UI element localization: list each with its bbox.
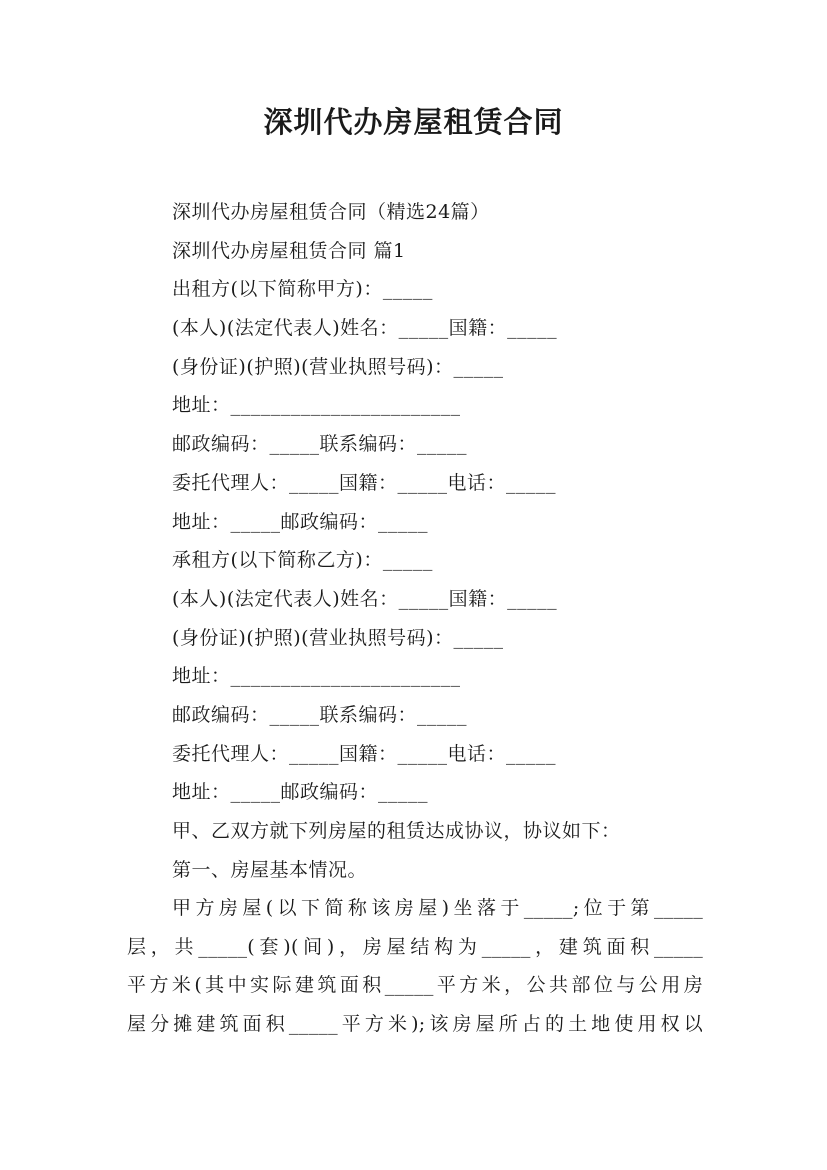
doc-line: 深圳代办房屋租赁合同 篇1: [172, 239, 406, 262]
doc-line: 邮政编码：_____联系编码：_____: [172, 433, 468, 456]
doc-line: (身份证)(护照)(营业执照号码)：_____: [172, 355, 504, 378]
doc-line: (本人)(法定代表人)姓名：_____国籍：_____: [172, 587, 558, 610]
doc-line: 邮政编码：_____联系编码：_____: [172, 703, 468, 726]
property-paragraph: [127, 889, 703, 1044]
doc-line: 委托代理人：_____国籍：_____电话：_____: [172, 471, 557, 494]
doc-line: 委托代理人：_____国籍：_____电话：_____: [172, 742, 557, 765]
doc-line: (身份证)(护照)(营业执照号码)：_____: [172, 626, 504, 649]
doc-line: 甲、乙双方就下列房屋的租赁达成协议，协议如下：: [172, 820, 621, 842]
doc-line: 出租方(以下简称甲方)：_____: [172, 278, 433, 301]
paragraph-line: 层，共_____(套)(间)，房屋结构为_____，建筑面积_____: [127, 935, 703, 958]
paragraph-line: 屋分摊建筑面积_____平方米);该房屋所占的土地使用权以: [127, 1013, 703, 1036]
doc-line: 承租方(以下简称乙方)：_____: [172, 549, 433, 572]
doc-line: 地址：_______________________: [172, 665, 461, 688]
doc-line: 地址：_____邮政编码：_____: [172, 781, 429, 804]
document-title: 深圳代办房屋租赁合同: [263, 105, 564, 139]
paragraph-line: 平方米(其中实际建筑面积_____平方米，公共部位与公用房: [127, 974, 703, 997]
doc-line: 深圳代办房屋租赁合同（精选24篇）: [172, 201, 490, 223]
contract-lines: [172, 193, 732, 889]
paragraph-line: 甲方房屋(以下简称该房屋)坐落于_____;位于第_____: [172, 897, 703, 919]
doc-line: (本人)(法定代表人)姓名：_____国籍：_____: [172, 317, 558, 340]
doc-line: 第一、房屋基本情况。: [172, 858, 368, 881]
doc-line: 地址：_______________________: [172, 394, 461, 417]
doc-line: 地址：_____邮政编码：_____: [172, 510, 429, 533]
